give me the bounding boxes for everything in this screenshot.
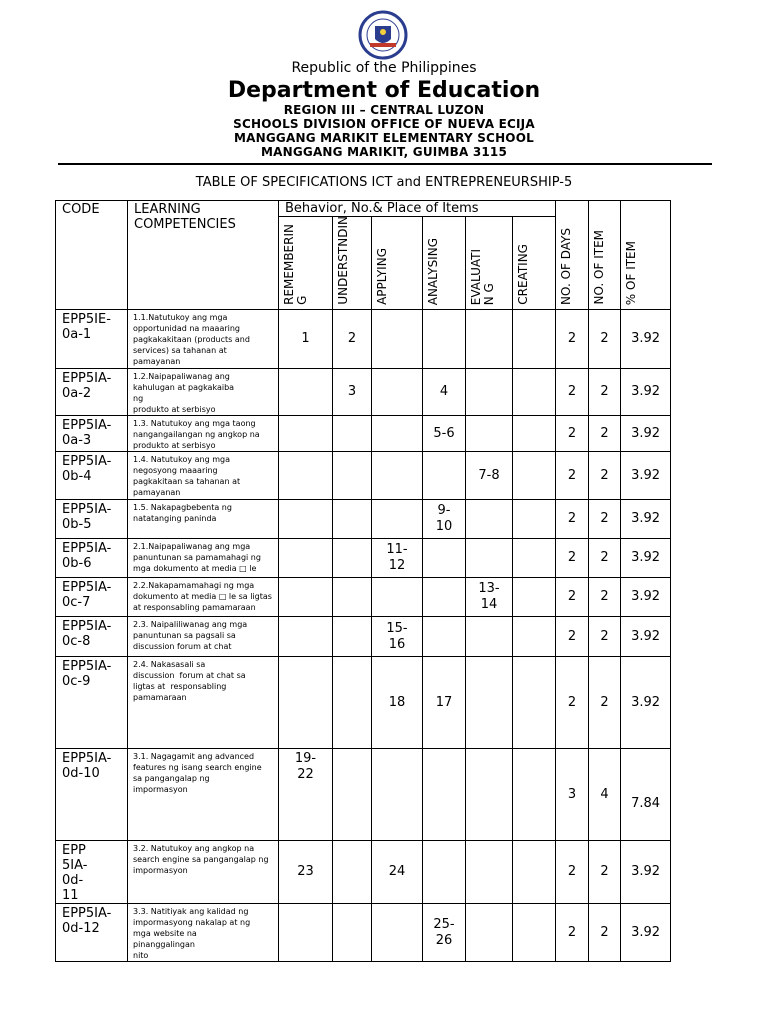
row-applying bbox=[372, 904, 423, 962]
header-percent: % OF ITEM bbox=[621, 201, 671, 310]
table-row bbox=[56, 578, 671, 617]
row-remembering bbox=[279, 369, 333, 416]
row-analysing: 9- 10 bbox=[423, 500, 466, 539]
row-evaluating bbox=[466, 904, 513, 962]
row-remembering: 19- 22 bbox=[279, 749, 333, 841]
row-items: 2 bbox=[589, 452, 621, 500]
row-competency: 3.1. Nagagamit ang advanced features ng isang search engine sa pangangalap ng impormasyon bbox=[128, 749, 279, 841]
row-competency: 2.2.Nakapamamahagi ng mga dokumento at media □ le sa ligtas at responsabling pamamaraan bbox=[128, 578, 279, 617]
row-percent: 3.92 bbox=[621, 657, 671, 749]
header-items: NO. OF ITEM bbox=[589, 201, 621, 310]
row-remembering bbox=[279, 416, 333, 452]
row-code: EPP5IA- 0a-3 bbox=[56, 416, 128, 452]
row-percent: 3.92 bbox=[621, 416, 671, 452]
row-understanding bbox=[333, 578, 372, 617]
row-days: 2 bbox=[556, 539, 589, 578]
row-understanding bbox=[333, 452, 372, 500]
row-applying bbox=[372, 310, 423, 369]
row-evaluating bbox=[466, 657, 513, 749]
row-evaluating bbox=[466, 749, 513, 841]
school-name: MANGGANG MARIKIT ELEMENTARY SCHOOL bbox=[234, 131, 534, 145]
row-analysing bbox=[423, 539, 466, 578]
row-creating bbox=[513, 539, 556, 578]
document-title: TABLE OF SPECIFICATIONS ICT and ENTREPRENEURSHIP-5 bbox=[195, 175, 573, 190]
row-analysing: 25- 26 bbox=[423, 904, 466, 962]
row-applying bbox=[372, 500, 423, 539]
row-competency: 1.1.Natutukoy ang mga opportunidad na maaaring pagkakakitaan (products and services) sa tahanan at pamayanan bbox=[128, 310, 279, 369]
row-items: 2 bbox=[589, 617, 621, 657]
row-evaluating bbox=[466, 416, 513, 452]
row-days: 3 bbox=[556, 749, 589, 841]
row-code: EPP5IA- 0c-7 bbox=[56, 578, 128, 617]
table-row bbox=[56, 310, 671, 369]
row-code: EPP5IA- 0b-6 bbox=[56, 539, 128, 578]
row-applying: 11- 12 bbox=[372, 539, 423, 578]
republic-text: Republic of the Philippines bbox=[291, 60, 477, 76]
table-row bbox=[56, 500, 671, 539]
row-creating bbox=[513, 500, 556, 539]
header-evaluating: EVALUATI N G bbox=[466, 217, 513, 310]
row-competency: 2.4. Nakasasali sa discussion forum at chat sa ligtas at responsabling pamamaraan bbox=[128, 657, 279, 749]
row-items: 2 bbox=[589, 657, 621, 749]
row-applying bbox=[372, 749, 423, 841]
row-days: 2 bbox=[556, 310, 589, 369]
row-analysing bbox=[423, 452, 466, 500]
row-days: 2 bbox=[556, 578, 589, 617]
row-creating bbox=[513, 369, 556, 416]
row-analysing: 4 bbox=[423, 369, 466, 416]
row-percent: 3.92 bbox=[621, 578, 671, 617]
row-percent: 3.92 bbox=[621, 904, 671, 962]
row-creating bbox=[513, 416, 556, 452]
row-code: EPP5IA- 0b-4 bbox=[56, 452, 128, 500]
row-days: 2 bbox=[556, 452, 589, 500]
row-percent: 3.92 bbox=[621, 617, 671, 657]
header-understanding: UNDERSTNDIN bbox=[333, 217, 372, 310]
row-competency: 1.3. Natutukoy ang mga taong nangangailangan ng angkop na produkto at serbisyo bbox=[128, 416, 279, 452]
row-remembering bbox=[279, 578, 333, 617]
row-code: EPP5IA- 0c-8 bbox=[56, 617, 128, 657]
row-items: 2 bbox=[589, 841, 621, 904]
department-title: Department of Education bbox=[227, 78, 541, 103]
row-evaluating: 13- 14 bbox=[466, 578, 513, 617]
row-applying: 24 bbox=[372, 841, 423, 904]
row-items: 2 bbox=[589, 500, 621, 539]
row-code: EPP5IA- 0b-5 bbox=[56, 500, 128, 539]
row-remembering bbox=[279, 539, 333, 578]
row-creating bbox=[513, 657, 556, 749]
row-analysing bbox=[423, 749, 466, 841]
table-row bbox=[56, 841, 671, 904]
row-applying bbox=[372, 369, 423, 416]
row-competency: 3.3. Natitiyak ang kalidad ng impormasyong nakalap at ng mga website na pinanggalingan nito bbox=[128, 904, 279, 962]
row-analysing bbox=[423, 841, 466, 904]
specifications-table bbox=[55, 200, 671, 962]
row-analysing bbox=[423, 578, 466, 617]
row-creating bbox=[513, 452, 556, 500]
row-applying: 18 bbox=[372, 657, 423, 749]
school-address: MANGGANG MARIKIT, GUIMBA 3115 bbox=[260, 145, 508, 159]
row-understanding bbox=[333, 539, 372, 578]
row-competency: 1.5. Nakapagbebenta ng natatanging paninda bbox=[128, 500, 279, 539]
table-row bbox=[56, 904, 671, 962]
row-creating bbox=[513, 310, 556, 369]
row-items: 2 bbox=[589, 369, 621, 416]
row-evaluating bbox=[466, 500, 513, 539]
row-evaluating bbox=[466, 617, 513, 657]
row-percent: 3.92 bbox=[621, 452, 671, 500]
row-applying: 15- 16 bbox=[372, 617, 423, 657]
header-analysing: ANALYSING bbox=[423, 217, 466, 310]
row-creating bbox=[513, 578, 556, 617]
row-applying bbox=[372, 416, 423, 452]
row-days: 2 bbox=[556, 657, 589, 749]
row-items: 2 bbox=[589, 310, 621, 369]
row-remembering bbox=[279, 657, 333, 749]
row-items: 4 bbox=[589, 749, 621, 841]
row-understanding bbox=[333, 500, 372, 539]
row-code: EPP 5IA- 0d- 11 bbox=[56, 841, 128, 904]
row-remembering bbox=[279, 452, 333, 500]
row-creating bbox=[513, 749, 556, 841]
row-analysing: 17 bbox=[423, 657, 466, 749]
row-analysing bbox=[423, 617, 466, 657]
table-row bbox=[56, 416, 671, 452]
row-remembering bbox=[279, 617, 333, 657]
table-row bbox=[56, 452, 671, 500]
header-behavior: Behavior, No.& Place of Items bbox=[279, 201, 556, 217]
row-evaluating: 7-8 bbox=[466, 452, 513, 500]
row-code: EPP5IE- 0a-1 bbox=[56, 310, 128, 369]
row-remembering: 1 bbox=[279, 310, 333, 369]
row-days: 2 bbox=[556, 369, 589, 416]
row-understanding: 2 bbox=[333, 310, 372, 369]
row-percent: 3.92 bbox=[621, 500, 671, 539]
header-applying: APPLYING bbox=[372, 217, 423, 310]
row-competency: 1.4. Natutukoy ang mga negosyong maaaring pagkakitaan sa tahanan at pamayanan bbox=[128, 452, 279, 500]
header-divider bbox=[58, 163, 712, 165]
row-understanding: 3 bbox=[333, 369, 372, 416]
row-understanding bbox=[333, 617, 372, 657]
row-creating bbox=[513, 841, 556, 904]
row-evaluating bbox=[466, 310, 513, 369]
row-analysing: 5-6 bbox=[423, 416, 466, 452]
deped-seal-logo bbox=[348, 10, 418, 60]
division-text: SCHOOLS DIVISION OFFICE OF NUEVA ECIJA bbox=[233, 117, 535, 131]
header-days: NO. OF DAYS bbox=[556, 201, 589, 310]
row-understanding bbox=[333, 657, 372, 749]
row-days: 2 bbox=[556, 841, 589, 904]
row-days: 2 bbox=[556, 500, 589, 539]
row-applying bbox=[372, 578, 423, 617]
row-code: EPP5IA- 0d-12 bbox=[56, 904, 128, 962]
row-creating bbox=[513, 904, 556, 962]
row-competency: 2.3. Naipaliliwanag ang mga panuntunan sa pagsali sa discussion forum at chat bbox=[128, 617, 279, 657]
row-code: EPP5IA- 0d-10 bbox=[56, 749, 128, 841]
row-percent: 3.92 bbox=[621, 841, 671, 904]
row-understanding bbox=[333, 841, 372, 904]
row-days: 2 bbox=[556, 416, 589, 452]
row-understanding bbox=[333, 416, 372, 452]
row-creating bbox=[513, 617, 556, 657]
row-days: 2 bbox=[556, 904, 589, 962]
row-applying bbox=[372, 452, 423, 500]
header-competencies: LEARNING COMPETENCIES bbox=[128, 201, 279, 310]
row-items: 2 bbox=[589, 578, 621, 617]
row-remembering: 23 bbox=[279, 841, 333, 904]
row-percent: 7.84 bbox=[621, 749, 671, 841]
header-creating: CREATING bbox=[513, 217, 556, 310]
row-evaluating bbox=[466, 841, 513, 904]
row-competency: 3.2. Natutukoy ang angkop na search engine sa pangangalap ng impormasyon bbox=[128, 841, 279, 904]
table-row bbox=[56, 539, 671, 578]
row-competency: 1.2.Naipapaliwanag ang kahulugan at pagkakaiba ng produkto at serbisyo bbox=[128, 369, 279, 416]
header-code: CODE bbox=[56, 201, 128, 310]
row-competency: 2.1.Naipapaliwanag ang mga panuntunan sa pamamahagi ng mga dokumento at media □ le bbox=[128, 539, 279, 578]
row-remembering bbox=[279, 500, 333, 539]
row-items: 2 bbox=[589, 539, 621, 578]
row-items: 2 bbox=[589, 416, 621, 452]
row-remembering bbox=[279, 904, 333, 962]
row-code: EPP5IA- 0a-2 bbox=[56, 369, 128, 416]
header-remembering: REMEMBERIN G bbox=[279, 217, 333, 310]
row-evaluating bbox=[466, 539, 513, 578]
row-analysing bbox=[423, 310, 466, 369]
table-row bbox=[56, 369, 671, 416]
row-evaluating bbox=[466, 369, 513, 416]
region-text: REGION III – CENTRAL LUZON bbox=[283, 103, 485, 117]
row-code: EPP5IA- 0c-9 bbox=[56, 657, 128, 749]
row-percent: 3.92 bbox=[621, 539, 671, 578]
row-understanding bbox=[333, 749, 372, 841]
table-row bbox=[56, 657, 671, 749]
row-days: 2 bbox=[556, 617, 589, 657]
row-percent: 3.92 bbox=[621, 369, 671, 416]
row-percent: 3.92 bbox=[621, 310, 671, 369]
table-row bbox=[56, 749, 671, 841]
row-items: 2 bbox=[589, 904, 621, 962]
row-understanding bbox=[333, 904, 372, 962]
table-row bbox=[56, 617, 671, 657]
